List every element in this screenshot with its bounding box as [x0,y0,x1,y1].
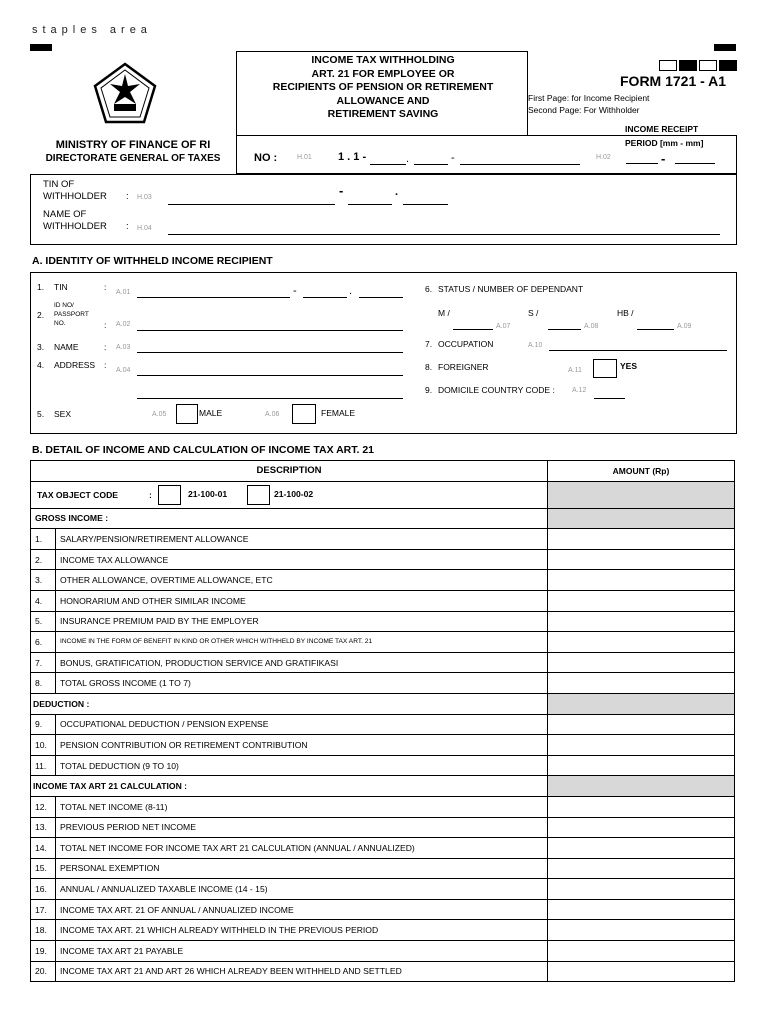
amount-input[interactable] [548,838,735,859]
table-row: 4. HONORARIUM AND OTHER SIMILAR INCOME [31,590,735,611]
a-domicile-num: 9. [425,385,433,395]
withholder-name-label: NAME OF WITHHOLDER [43,209,107,232]
deduction-heading: DEDUCTION : [31,693,548,714]
a-tin-colon: : [104,282,107,292]
withholder-tin-dash: - [339,183,344,198]
a-address-field-1[interactable] [137,375,403,376]
period-to-field[interactable] [675,163,715,164]
amount-input[interactable] [548,920,735,941]
amount-input[interactable] [548,961,735,982]
amount-input[interactable] [548,714,735,735]
table-row: 6. INCOME IN THE FORM OF BENEFIT IN KIND OR OTHER WHICH WITHHELD BY INCOME TAX ART. 21 [31,632,735,653]
table-row: 3. OTHER ALLOWANCE, OVERTIME ALLOWANCE, ETC [31,570,735,591]
table-header-row [31,461,735,482]
table-row: 20. INCOME TAX ART 21 AND ART 26 WHICH ALREADY BEEN WITHHELD AND SETTLED [31,961,735,982]
a-female-code: A.06 [265,411,280,418]
calc-heading-amount [548,776,735,797]
amount-input[interactable] [548,879,735,900]
tax-object-amount-cell [548,481,735,508]
form-number: FORM 1721 - A1 [620,73,727,89]
amount-input[interactable] [548,570,735,591]
amount-input[interactable] [548,673,735,694]
form-mark-box-3 [699,60,717,71]
second-page-note: Second Page: For Withholder [528,105,640,115]
amount-input[interactable] [548,796,735,817]
a-foreigner-num: 8. [425,362,433,372]
a-id-label: ID NO/ PASSPORT NO. [54,302,89,327]
income-detail-table [30,460,735,982]
tax-object-code2-checkbox[interactable] [247,485,270,505]
section-b-heading: B. DETAIL OF INCOME AND CALCULATION OF INCOME TAX ART. 21 [32,444,375,456]
a-tin-dot: . [349,285,353,297]
a-status-s-field[interactable] [548,329,581,330]
amount-input[interactable] [548,755,735,776]
a-status-m-code: A.07 [496,323,511,330]
withholder-tin-code: H.03 [137,194,152,201]
a-tin-field-2[interactable] [303,297,347,298]
a-female-checkbox[interactable] [292,404,316,424]
number-dash: - [451,152,455,164]
amount-input[interactable] [548,529,735,550]
number-field-2[interactable] [414,164,448,165]
table-row: 19. INCOME TAX ART 21 PAYABLE [31,941,735,962]
form-mark-box-4 [719,60,737,71]
directorate-name: DIRECTORATE GENERAL OF TAXES [45,153,221,164]
a-name-num: 3. [37,342,45,352]
first-page-note: First Page: for Income Recipient [528,93,650,103]
number-prefix: 1 . 1 - [338,151,367,163]
amount-input[interactable] [548,735,735,756]
a-domicile-code: A.12 [572,387,587,394]
a-sex-label: SEX [54,409,72,419]
number-code: H.01 [297,154,312,161]
col-amount-header: AMOUNT (Rp) [548,461,735,482]
a-tin-field-1[interactable] [137,297,290,298]
withholder-tin-dot: . [395,186,399,198]
a-female-label: FEMALE [321,408,356,418]
a-address-num: 4. [37,360,45,370]
gross-heading-amount [548,508,735,529]
corner-mark-right [714,44,736,51]
section-a-heading: A. IDENTITY OF WITHHELD INCOME RECIPIENT [32,255,273,267]
gross-heading-row [31,508,735,529]
table-row: 11. TOTAL DEDUCTION (9 TO 10) [31,755,735,776]
amount-input[interactable] [548,941,735,962]
withholder-tin-colon: : [126,191,129,202]
a-sex-num: 5. [37,409,45,419]
a-address-field-2[interactable] [137,398,403,399]
a-name-code: A.03 [116,344,131,351]
a-status-m: M / [438,308,450,318]
a-address-colon: : [104,360,107,370]
deduction-heading-amount [548,693,735,714]
a-occupation-code: A.10 [528,342,543,349]
a-address-code: A.04 [116,367,131,374]
period-code: H.02 [596,154,611,161]
a-address-label: ADDRESS [54,360,96,370]
withholder-name-colon: : [126,221,129,232]
number-dot: . [406,153,410,165]
a-id-colon: : [104,320,107,330]
period-format: PERIOD [mm - mm] [625,138,704,148]
gross-heading: GROSS INCOME : [31,508,548,529]
amount-input[interactable] [548,899,735,920]
a-domicile-field[interactable] [594,398,625,399]
form-mark-box-2 [679,60,697,71]
calc-heading: INCOME TAX ART 21 CALCULATION : [31,776,548,797]
table-row: 15. PERSONAL EXEMPTION [31,858,735,879]
a-domicile-label: DOMICILE COUNTRY CODE : [438,385,555,395]
a-foreigner-yes: YES [620,361,638,371]
col-description-header: DESCRIPTION [31,461,548,482]
table-row: 13. PREVIOUS PERIOD NET INCOME [31,817,735,838]
a-status-num: 6. [425,284,433,294]
corner-mark-left [30,44,52,51]
withholder-tin-field-3[interactable] [403,204,448,205]
table-row: 5. INSURANCE PREMIUM PAID BY THE EMPLOYER [31,611,735,632]
table-row: 7. BONUS, GRATIFICATION, PRODUCTION SERVICE AND GRATIFIKASI [31,652,735,673]
a-tin-label: TIN [54,282,68,292]
a-id-code: A.02 [116,321,131,328]
a-tin-field-3[interactable] [359,297,403,298]
amount-input[interactable] [548,817,735,838]
a-status-s-code: A.08 [584,323,599,330]
a-status-hb-field[interactable] [637,329,674,330]
amount-input[interactable] [548,549,735,570]
tax-object-label: TAX OBJECT CODE [37,489,119,500]
a-tin-dash: - [293,285,297,297]
number-field-1[interactable] [370,164,406,165]
amount-input[interactable] [548,590,735,611]
table-row: 9. OCCUPATIONAL DEDUCTION / PENSION EXPENSE [31,714,735,735]
a-status-hb-code: A.09 [677,323,692,330]
a-name-colon: : [104,342,107,352]
deduction-heading-row [31,693,735,714]
a-tin-num: 1. [37,282,45,292]
a-male-label: MALE [199,408,223,418]
amount-input[interactable] [548,632,735,653]
withholder-tin-field-1[interactable] [168,204,335,205]
amount-input[interactable] [548,652,735,673]
number-label: NO : [254,152,278,164]
a-foreigner-checkbox[interactable] [593,359,617,378]
tax-object-code2: 21-100-02 [274,488,314,499]
withholder-name-code: H.04 [137,225,152,232]
tax-object-row [31,481,735,508]
number-field-3[interactable] [460,164,580,165]
table-row: 16. ANNUAL / ANNUALIZED TAXABLE INCOME (14 - 15) [31,879,735,900]
tax-object-colon: : [149,489,152,500]
form-title: INCOME TAX WITHHOLDING ART. 21 FOR EMPLOYEE OR RECIPIENTS OF PENSION OR RETIREMENT ALLOWANCE AND RETIREMENT SAVING [272,54,494,120]
a-status-m-field[interactable] [453,329,493,330]
table-row: 1. SALARY/PENSION/RETIREMENT ALLOWANCE [31,529,735,550]
calc-heading-row [31,776,735,797]
withholder-tin-field-2[interactable] [348,204,392,205]
a-male-checkbox[interactable] [176,404,198,424]
a-tin-code: A.01 [116,289,131,296]
a-male-code: A.05 [152,411,167,418]
table-row: 2. INCOME TAX ALLOWANCE [31,549,735,570]
ministry-name: MINISTRY OF FINANCE OF RI [55,139,211,151]
period-from-field[interactable] [626,163,658,164]
withholder-name-field[interactable] [168,234,720,235]
ministry-logo-icon [92,62,158,126]
table-row: 10. PENSION CONTRIBUTION OR RETIREMENT CONTRIBUTION [31,735,735,756]
table-row: 17. INCOME TAX ART. 21 OF ANNUAL / ANNUALIZED INCOME [31,899,735,920]
tax-object-code1-checkbox[interactable] [158,485,181,505]
table-row: 18. INCOME TAX ART. 21 WHICH ALREADY WITHHELD IN THE PREVIOUS PERIOD [31,920,735,941]
a-status-label: STATUS / NUMBER OF DEPENDANT [438,284,584,294]
withholder-tin-label: TIN OF WITHHOLDER [43,179,107,202]
table-row: 12. TOTAL NET INCOME (8-11) [31,796,735,817]
period-label: INCOME RECEIPT [625,124,699,134]
a-occupation-label: OCCUPATION [438,339,494,349]
a-status-hb: HB / [617,308,634,318]
amount-input[interactable] [548,611,735,632]
a-occupation-field[interactable] [549,350,727,351]
a-id-num: 2. [37,310,45,320]
a-status-s: S / [528,308,539,318]
a-foreigner-code: A.11 [568,367,582,374]
staples-area-label: staples area [32,24,152,36]
a-name-field[interactable] [137,352,403,353]
amount-input[interactable] [548,858,735,879]
form-mark-box-1 [659,60,677,71]
table-row: 8. TOTAL GROSS INCOME (1 TO 7) [31,673,735,694]
tax-object-code1: 21-100-01 [188,488,228,499]
period-dash: - [661,151,666,166]
a-occupation-num: 7. [425,339,433,349]
a-name-label: NAME [54,342,79,352]
a-foreigner-label: FOREIGNER [438,362,489,372]
table-row: 14. TOTAL NET INCOME FOR INCOME TAX ART 21 CALCULATION (ANNUAL / ANNUALIZED) [31,838,735,859]
a-id-field[interactable] [137,330,403,331]
